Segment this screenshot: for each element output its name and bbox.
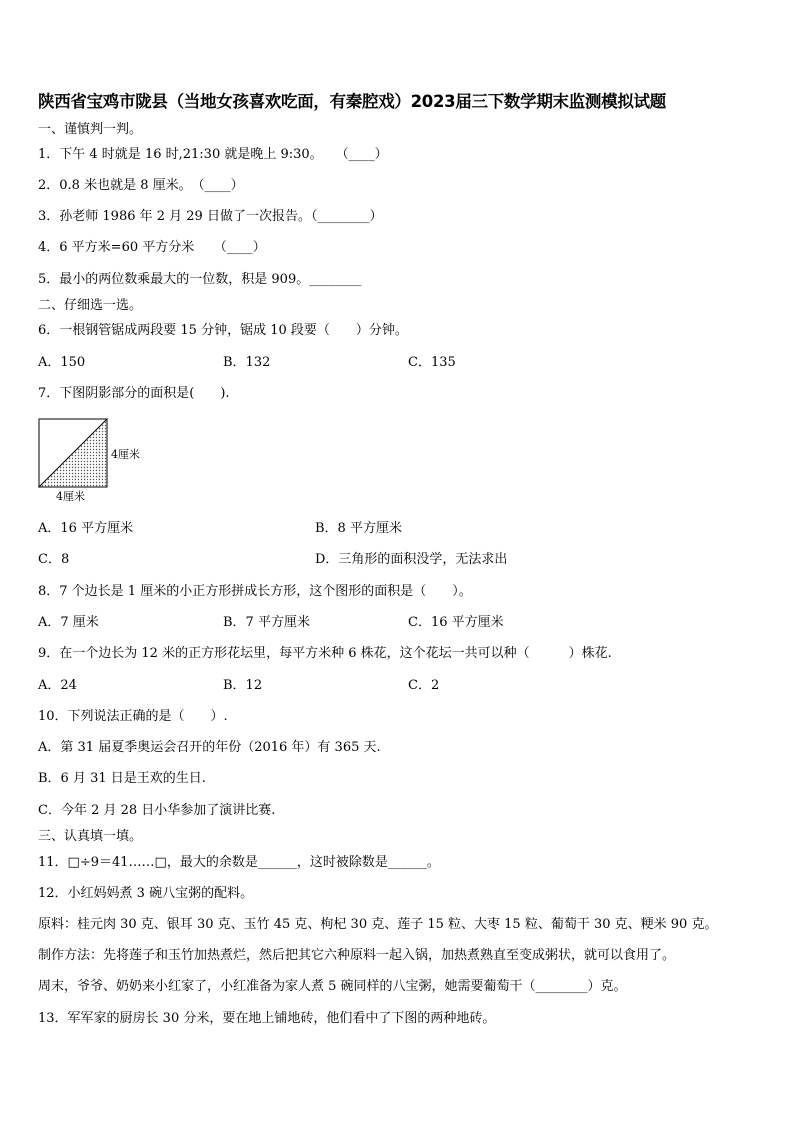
q12-question: 周末，爷爷、奶奶来小红家了，小红准备为家人煮 5 碗同样的八宝粥，她需要葡萄干（________）克。	[38, 979, 627, 994]
question-8: 8．7 个边长是 1 厘米的小正方形拼成长方形，这个图形的面积是（ ）。	[38, 584, 472, 599]
q6-option-b: B．132	[223, 355, 271, 370]
q7-option-a: A．16 平方厘米	[38, 521, 134, 536]
question-3: 3．孙老师 1986 年 2 月 29 日做了一次报告。（________）	[38, 209, 383, 224]
q8-option-a: A．7 厘米	[38, 615, 99, 630]
q9-option-b: B．12	[223, 678, 263, 693]
q12-method: 制作方法：先将莲子和玉竹加热煮烂，然后把其它六种原料一起入锅，加热煮熟直至变成粥状，就可以食用了。	[38, 948, 676, 963]
section-heading-fill: 三、认真填一填。	[38, 829, 143, 844]
question-4: 4．6 平方米=60 平方分米 （____）	[38, 240, 266, 255]
q9-option-c: C．2	[408, 678, 440, 693]
q10-option-a: A．第 31 届夏季奥运会召开的年份（2016 年）有 365 天.	[38, 740, 381, 755]
question-1: 1．下午 4 时就是 16 时,21:30 就是晚上 9:30。 （____）	[38, 147, 388, 162]
section-heading-judge: 一、谨慎判一判。	[38, 122, 143, 137]
question-10: 10．下列说法正确的是（ ）.	[38, 709, 228, 724]
figure-side-label: 4厘米	[111, 448, 140, 461]
q6-option-a: A．150	[38, 355, 86, 370]
page-title: 陕西省宝鸡市陇县（当地女孩喜欢吃面，有秦腔戏）2023届三下数学期末监测模拟试题	[38, 92, 666, 111]
question-5: 5．最小的两位数乘最大的一位数，积是 909。________	[38, 272, 362, 287]
q7-option-b: B．8 平方厘米	[315, 521, 402, 536]
q6-option-c: C．135	[408, 355, 456, 370]
q7-option-d: D．三角形的面积没学，无法求出	[315, 552, 508, 567]
question-12: 12．小红妈妈煮 3 碗八宝粥的配料。	[38, 886, 254, 901]
question-13: 13．军军家的厨房长 30 分米，要在地上铺地砖，他们看中了下图的两种地砖。	[38, 1011, 496, 1026]
section-heading-choose: 二、仔细选一选。	[38, 298, 143, 313]
q10-option-b: B．6 月 31 日是王欢的生日.	[38, 771, 206, 786]
q10-option-c: C．今年 2 月 28 日小华参加了演讲比赛.	[38, 803, 276, 818]
q7-option-c: C．8	[38, 552, 70, 567]
question-11: 11．□÷9＝41……□，最大的余数是______，这时被除数是______。	[38, 855, 440, 870]
q8-option-b: B．7 平方厘米	[223, 615, 310, 630]
question-9: 9．在一个边长为 12 米的正方形花坛里，每平方米种 6 株花，这个花坛一共可以种（ ）株花.	[38, 646, 612, 661]
q12-ingredients: 原料：桂元肉 30 克、银耳 30 克、玉竹 45 克、枸杞 30 克、莲子 15 粒、大枣 15 粒、葡萄干 30 克、粳米 90 克。	[38, 917, 718, 932]
q9-option-a: A．24	[38, 678, 77, 693]
question-6: 6．一根钢管锯成两段要 15 分钟，锯成 10 段要（ ）分钟。	[38, 323, 408, 338]
question-7: 7．下图阴影部分的面积是( ).	[38, 386, 230, 401]
question-2: 2．0.8 米也就是 8 厘米。 （____）	[38, 178, 244, 193]
q8-option-c: C．16 平方厘米	[408, 615, 504, 630]
figure-bottom-label: 4厘米	[56, 490, 85, 503]
